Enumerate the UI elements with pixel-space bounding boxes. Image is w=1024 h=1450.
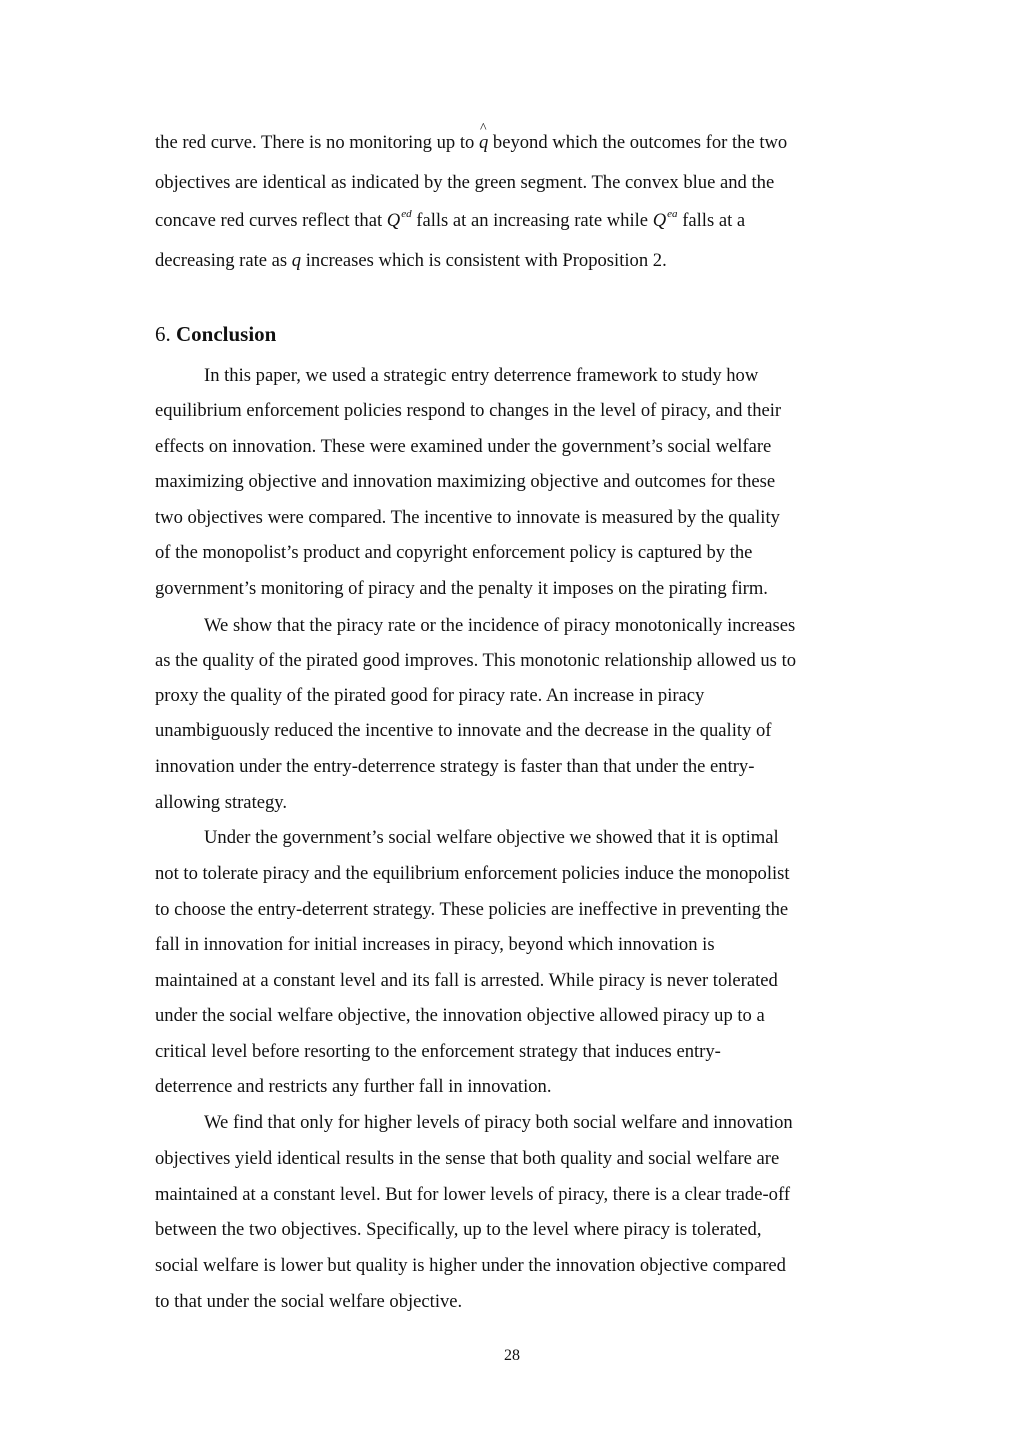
body-line: objectives yield identical results in the sense that both quality and social welfare are (155, 1148, 780, 1169)
body-line: two objectives were compared. The incentive to innovate is measured by the quality (155, 507, 780, 528)
body-line: critical level before resorting to the enforcement strategy that induces entry- (155, 1041, 721, 1062)
intro-line-1 (155, 121, 788, 153)
superscript-ed: ed (401, 208, 412, 220)
superscript-ea: ea (667, 208, 678, 220)
body-line: to that under the social welfare objective. (155, 1291, 463, 1312)
body-line: maximizing objective and innovation maximizing objective and outcomes for these (155, 471, 776, 492)
Q-symbol: Q (386, 210, 401, 231)
intro-text: the red curve. There is no monitoring up to (155, 132, 479, 153)
section-heading: 6. Conclusion (155, 322, 277, 346)
body-line: deterrence and restricts any further fall in innovation. (155, 1076, 552, 1097)
intro-line-3: concave red curves reflect that $Q^{ed}$ falls at an increasing rate while $Q^{ea}$ falls at a (155, 208, 746, 231)
body-line: innovation under the entry-deterrence strategy is faster than that under the entry- (155, 756, 755, 777)
section-title: Conclusion (176, 322, 277, 346)
body-line: under the social welfare objective, the innovation objective allowed piracy up to a (155, 1005, 765, 1026)
intro-line-2: objectives are identical as indicated by the green segment. The convex blue and the (155, 172, 775, 193)
body-line: We find that only for higher levels of piracy both social welfare and innovation (204, 1112, 793, 1133)
body-line: equilibrium enforcement policies respond to changes in the level of piracy, and their (155, 400, 782, 421)
q-symbol: q (291, 250, 302, 271)
section-number: 6 (155, 322, 166, 346)
page-number: 28 (504, 1347, 520, 1364)
body-line: Under the government’s social welfare objective we showed that it is optimal (204, 827, 779, 848)
body-line: not to tolerate piracy and the equilibrium enforcement policies induce the monopolist (155, 863, 790, 884)
body-line: government’s monitoring of piracy and the penalty it imposes on the pirating firm. (155, 578, 768, 599)
Q-symbol: Q (652, 210, 667, 231)
body-line: fall in innovation for initial increases in piracy, beyond which innovation is (155, 934, 715, 955)
body-line: effects on innovation. These were examined under the government’s social welfare (155, 436, 772, 457)
body-line: proxy the quality of the pirated good for piracy rate. An increase in piracy (155, 685, 705, 706)
body-line: as the quality of the pirated good improves. This monotonic relationship allowed us to (155, 650, 797, 671)
body-line: unambiguously reduced the incentive to innovate and the decrease in the quality of (155, 720, 772, 741)
body-line: maintained at a constant level and its fall is arrested. While piracy is never tolerated (155, 970, 778, 991)
q-hat-symbol: ^ q (478, 121, 489, 153)
intro-line-4: decreasing rate as q increases which is consistent with Proposition 2. (155, 250, 667, 271)
body-line: maintained at a constant level. But for lower levels of piracy, there is a clear trade-off (155, 1184, 791, 1205)
body-line: allowing strategy. (155, 792, 288, 813)
body-line: between the two objectives. Specifically, up to the level where piracy is tolerated, (155, 1219, 762, 1240)
body-line: of the monopolist’s product and copyright enforcement policy is captured by the (155, 542, 753, 563)
body-line: to choose the entry-deterrent strategy. These policies are ineffective in preventing the (155, 899, 789, 920)
body-line: social welfare is lower but quality is higher under the innovation objective compared (155, 1255, 786, 1276)
intro-text: beyond which the outcomes for the two (488, 132, 788, 153)
body-line: In this paper, we used a strategic entry deterrence framework to study how (204, 365, 759, 386)
body-line: We show that the piracy rate or the incidence of piracy monotonically increases (204, 615, 796, 636)
